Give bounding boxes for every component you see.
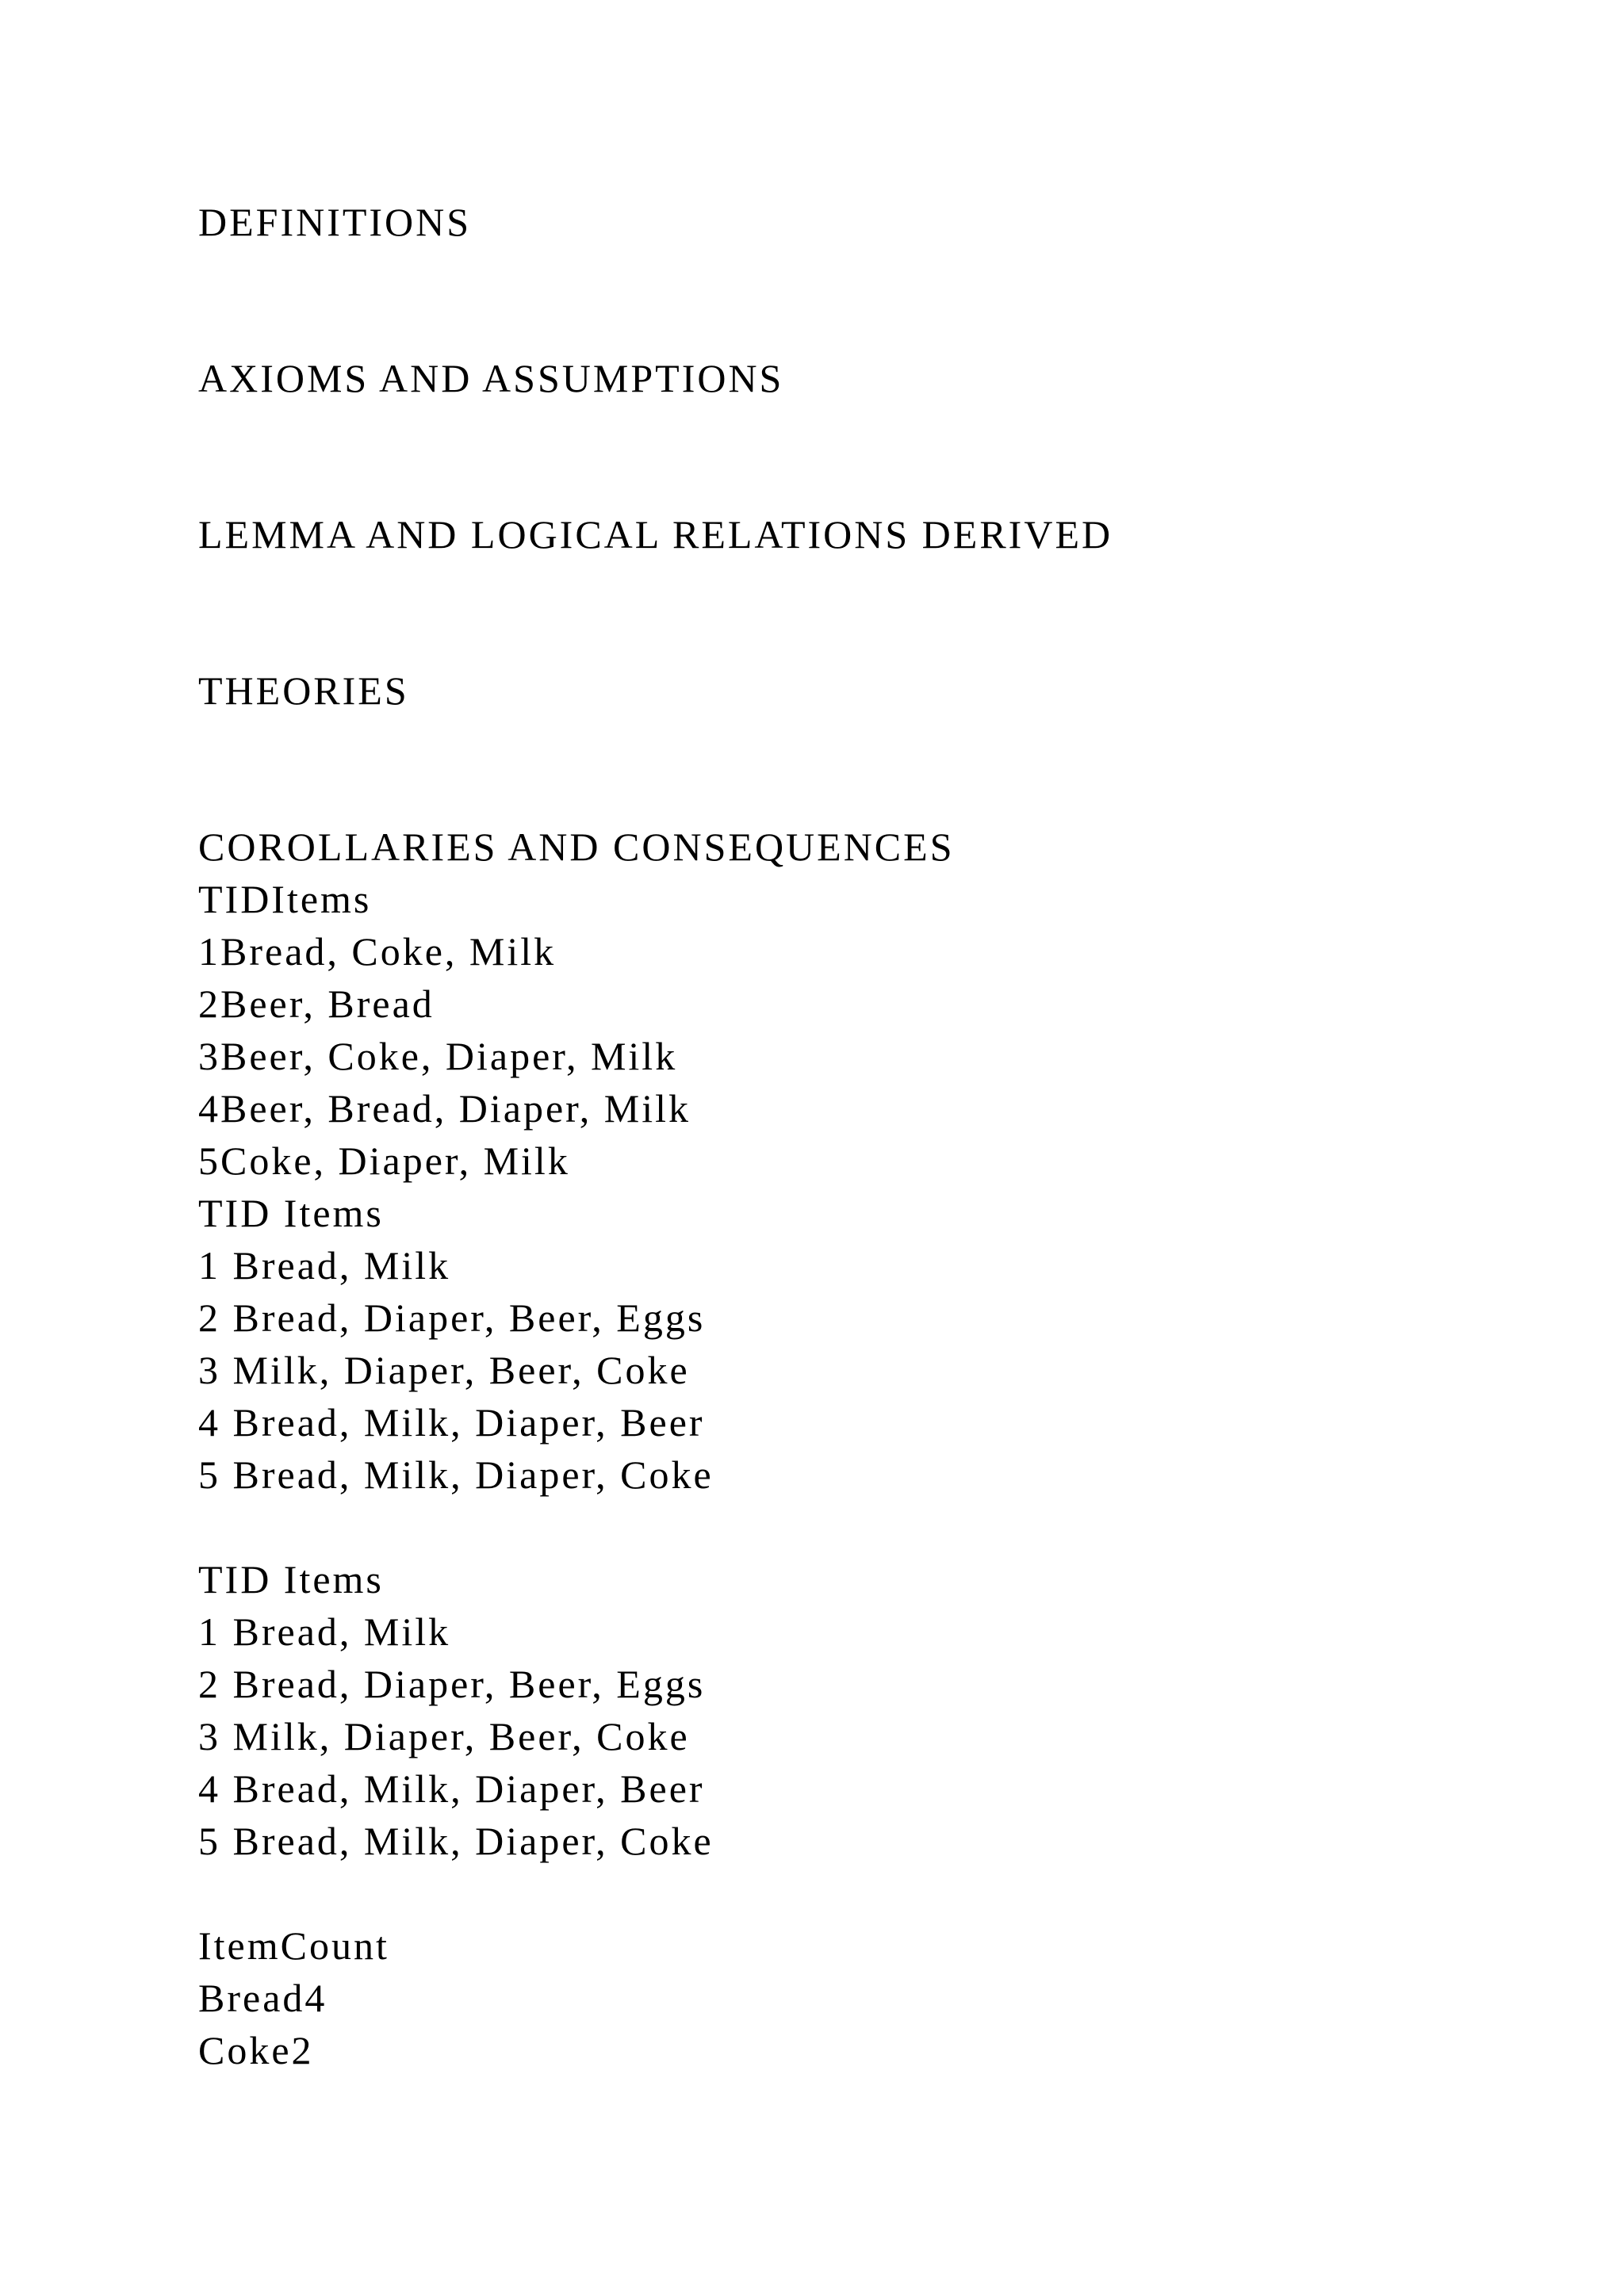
table1-row: 5Coke, Diaper, Milk	[198, 1138, 570, 1183]
table2-header: TID Items	[198, 1191, 384, 1235]
table1-row: 1Bread, Coke, Milk	[198, 929, 557, 974]
table2-row: 1 Bread, Milk	[198, 1243, 451, 1288]
table3-row: 4 Bread, Milk, Diaper, Beer	[198, 1766, 705, 1811]
table4-header: ItemCount	[198, 1923, 389, 1968]
heading-definitions: DEFINITIONS	[198, 200, 472, 244]
table3-row: 2 Bread, Diaper, Beer, Eggs	[198, 1662, 706, 1706]
table4-row: Coke2	[198, 2028, 314, 2072]
table1-row: 2Beer, Bread	[198, 982, 435, 1026]
table1-row: 4Beer, Bread, Diaper, Milk	[198, 1086, 691, 1131]
table3-row: 5 Bread, Milk, Diaper, Coke	[198, 1819, 714, 1863]
table2-row: 4 Bread, Milk, Diaper, Beer	[198, 1400, 705, 1445]
table2-row: 5 Bread, Milk, Diaper, Coke	[198, 1452, 714, 1497]
table1-row: 3Beer, Coke, Diaper, Milk	[198, 1034, 678, 1078]
heading-corollaries-and-consequences: COROLLARIES AND CONSEQUENCES	[198, 825, 955, 869]
table3-row: 1 Bread, Milk	[198, 1609, 451, 1654]
heading-lemma-and-logical-relations: LEMMA AND LOGICAL RELATIONS DERIVED	[198, 512, 1113, 557]
table2-row: 2 Bread, Diaper, Beer, Eggs	[198, 1295, 706, 1340]
table3-row: 3 Milk, Diaper, Beer, Coke	[198, 1714, 690, 1758]
table2-row: 3 Milk, Diaper, Beer, Coke	[198, 1348, 690, 1392]
table1-header: TIDItems	[198, 877, 372, 921]
heading-theories: THEORIES	[198, 668, 409, 713]
table4-row: Bread4	[198, 1976, 327, 2020]
table3-header: TID Items	[198, 1557, 384, 1601]
heading-axioms-and-assumptions: AXIOMS AND ASSUMPTIONS	[198, 356, 784, 400]
